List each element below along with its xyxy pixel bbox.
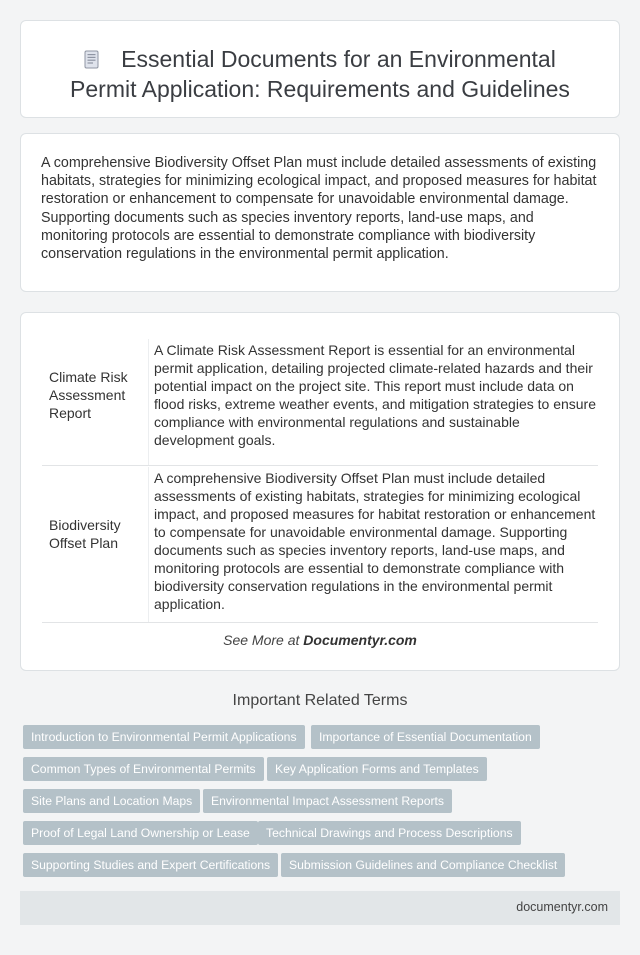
- summary-card: [20, 133, 620, 292]
- related-term-tag[interactable]: Common Types of Environmental Permits: [23, 757, 264, 781]
- row-description: A Climate Risk Assessment Report is essential for an environmental permit application, detailing projected climate-related hazards and their potential impact on the project site. This report must include data on flood risks, extreme weather events, and mitigation strategies to ensure compliance with environmental regulations and sustainable development goals.: [154, 342, 596, 448]
- related-term-tag[interactable]: Proof of Legal Land Ownership or Lease: [23, 821, 258, 845]
- table-row: [42, 467, 598, 623]
- row-label: Biodiversity Offset Plan: [49, 517, 121, 551]
- related-term-tag[interactable]: Site Plans and Location Maps: [23, 789, 200, 813]
- title-card: [20, 20, 620, 118]
- related-terms-title: Important Related Terms: [232, 692, 408, 709]
- related-term-tag[interactable]: Technical Drawings and Process Descriptions: [258, 821, 521, 845]
- document-icon: [84, 50, 99, 69]
- summary-text: A comprehensive Biodiversity Offset Plan must include detailed assessments of existing habitats, strategies for minimizing ecological impact, and proposed measures for habitat restoration or enhancement to compensate for unavoidable environmental damage. Supporting documents such as species inventory reports, land-use maps, and monitoring protocols are essential to demonstrate compliance with biodiversity conservation regulations in the environmental permit application.: [41, 155, 597, 263]
- document-table-card: [20, 312, 620, 671]
- see-more-prefix: See More at: [223, 632, 304, 648]
- page-title-text: Essential Documents for an Environmental Permit Application: Requirements and Guidelines: [70, 46, 570, 102]
- see-more: [21, 632, 619, 648]
- column-divider: [148, 339, 149, 465]
- related-term-tag[interactable]: Supporting Studies and Expert Certifications: [23, 853, 278, 877]
- footer-site-link[interactable]: documentyr.com: [516, 900, 608, 914]
- related-term-tag[interactable]: Introduction to Environmental Permit Applications: [23, 725, 305, 749]
- table-row: [42, 339, 598, 466]
- related-term-tag[interactable]: Submission Guidelines and Compliance Checklist: [281, 853, 565, 877]
- see-more-link[interactable]: Documentyr.com: [303, 632, 417, 648]
- footer: [20, 891, 620, 925]
- row-description: A comprehensive Biodiversity Offset Plan must include detailed assessments of existing habitats, strategies for minimizing ecological impact, and proposed measures for habitat restoration or enhancement to compensate for unavoidable environmental damage. Supporting documents such as species inventory reports, land-use maps, and monitoring protocols are essential to demonstrate compliance with biodiversity conservation regulations in the environmental permit application.: [154, 470, 596, 612]
- column-divider: [148, 467, 149, 622]
- related-term-tag[interactable]: Key Application Forms and Templates: [267, 757, 487, 781]
- row-label: Climate Risk Assessment Report: [49, 369, 128, 421]
- related-term-tag[interactable]: Environmental Impact Assessment Reports: [203, 789, 452, 813]
- related-term-tag[interactable]: Importance of Essential Documentation: [311, 725, 540, 749]
- page-title: [51, 44, 589, 104]
